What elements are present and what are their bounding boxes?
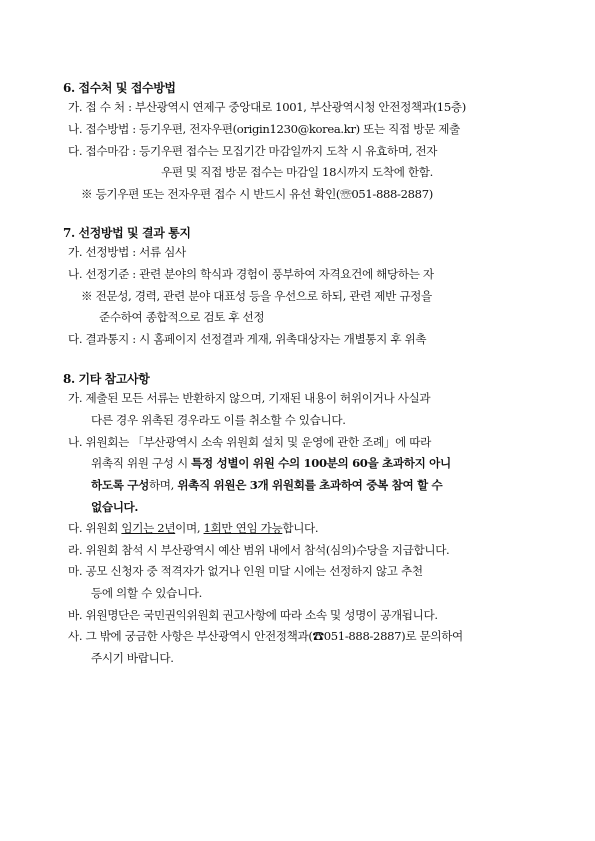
sec6-item-na: 나. 접수방법 : 등기우편, 전자우편(origin1230@korea.kr) 또는 직접 방문 제출	[68, 122, 460, 136]
sec8-na-bold-composition: 하도록 구성	[91, 478, 149, 492]
sec6-item-da: 다. 접수마감 : 등기우편 접수는 모집기간 마감일까지 도착 시 유효하며, 전자	[68, 144, 438, 158]
sec7-note-cont: 준수하여 종합적으로 검토 후 선정	[99, 310, 265, 324]
sec6-note: ※ 등기우편 또는 전자우편 접수 시 반드시 유선 확인(☏051-888-2887)	[81, 187, 433, 201]
section-7-title: 7. 선정방법 및 결과 통지	[63, 226, 191, 240]
sec8-da-term: 임기는 2년	[121, 521, 176, 535]
sec7-item-da: 다. 결과통지 : 시 홈페이지 선정결과 게재, 위촉대상자는 개별통지 후 위촉	[68, 332, 427, 346]
section-8-title: 8. 기타 참고사항	[63, 372, 150, 386]
sec8-item-na-cont2	[91, 477, 442, 493]
sec7-item-ga: 가. 선정방법 : 서류 심사	[68, 245, 186, 259]
sec8-item-sa-cont: 주시기 바랍니다.	[91, 651, 174, 665]
sec8-da-text3: 합니다.	[282, 521, 319, 535]
section-6-title: 6. 접수처 및 접수방법	[63, 81, 176, 95]
sec8-item-na-cont	[91, 455, 451, 471]
sec8-da-text: 다. 위원회	[68, 521, 122, 535]
sec7-item-na: 나. 선정기준 : 관련 분야의 학식과 경험이 풍부하여 자격요건에 해당하는 자	[68, 267, 434, 281]
sec6-item-da-cont: 우편 및 직접 방문 접수는 마감일 18시까지 도착에 한함.	[161, 165, 433, 179]
sec8-item-da	[68, 520, 318, 536]
sec8-item-ma: 마. 공모 신청자 중 적격자가 없거나 인원 미달 시에는 선정하지 않고 추천	[68, 564, 423, 578]
sec8-item-ga-cont: 다른 경우 위촉된 경우라도 이를 취소할 수 있습니다.	[91, 413, 346, 427]
sec8-item-na-cont3: 없습니다.	[91, 500, 139, 514]
sec8-item-ga: 가. 제출된 모든 서류는 반환하지 않으며, 기재된 내용이 허위이거나 사실과	[68, 391, 431, 405]
sec8-item-ba: 바. 위원명단은 국민권익위원회 권고사항에 따라 소속 및 성명이 공개됩니다.	[68, 608, 438, 622]
sec8-item-na: 나. 위원회는 「부산광역시 소속 위원회 설치 및 운영에 관한 조례」에 따라	[68, 435, 431, 449]
sec8-item-ra: 라. 위원회 참석 시 부산광역시 예산 범위 내에서 참석(심의)수당을 지급합니다.	[68, 543, 450, 557]
sec8-da-text2: 이며,	[175, 521, 204, 535]
sec7-note: ※ 전문성, 경력, 관련 분야 대표성 등을 우선으로 하되, 관련 제반 규정을	[81, 289, 432, 303]
sec8-item-ma-cont: 등에 의할 수 있습니다.	[91, 586, 202, 600]
sec8-na-bold-committees: 위촉직 위원은 3개 위원회를 초과하여 중복 참여 할 수	[177, 478, 443, 492]
sec8-da-reappoint: 1회만 연임 가능	[203, 521, 283, 535]
sec8-na-text2: 하며,	[148, 478, 178, 492]
sec8-na-text: 위촉직 위원 구성 시	[91, 456, 192, 470]
sec8-na-bold-gender: 특정 성별이 위원 수의 100분의 60을 초과하지 아니	[191, 456, 451, 470]
sec8-item-sa: 사. 그 밖에 궁금한 사항은 부산광역시 안전정책과(☎051-888-2887)로 문의하여	[68, 629, 463, 643]
sec6-item-ga: 가. 접 수 처 : 부산광역시 연제구 중앙대로 1001, 부산광역시청 안전정책과(15층)	[68, 100, 466, 114]
